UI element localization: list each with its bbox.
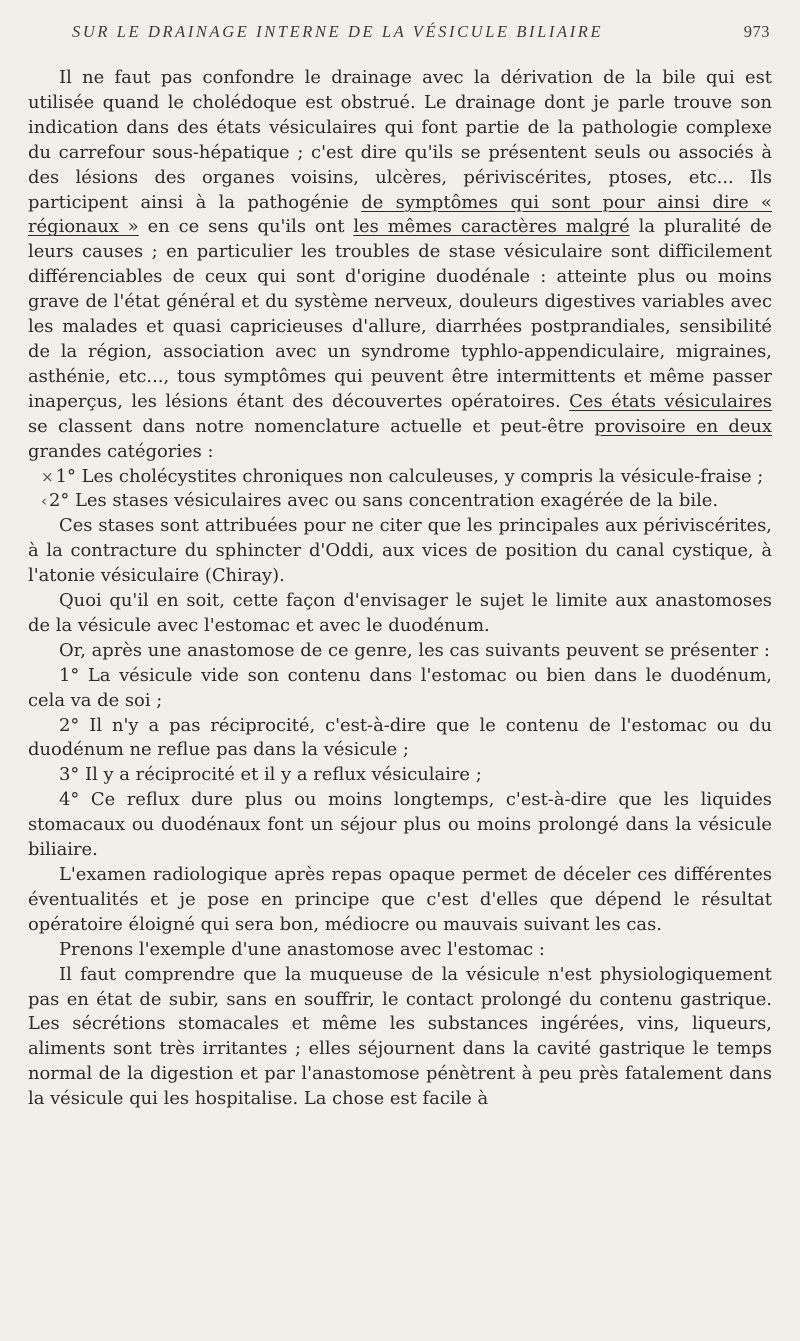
category-2-text: 2° Les stases vésiculaires avec ou sans concentration exagérée de la bile. <box>49 490 719 512</box>
paragraph-quoi: Quoi qu'il en soit, cette façon d'envisager le sujet le limite aux anastomoses de la vésicule avec l'estomac et avec le duodénum. <box>28 590 772 636</box>
underline-provisional: provisoire en deux <box>594 415 772 437</box>
paragraph-1-text-b: en ce sens qu'ils ont <box>138 216 354 238</box>
paragraph-1-text-c: la pluralité de leurs causes ; en particulier les troubles de stase vésiculaire sont difficilement différenciables de ceux qui sont d'origine duodénale : atteinte plus ou moins grave de l'état général et du système nerveux, douleurs digestives variables avec les malades et quasi capricieuses d'allure, diarrhées postprandiales, sensibilité de la région, association avec un syndrome typhlo-appendiculaire, migraines, asthénie, etc..., tous symptômes qui peuvent être intermittents et même passer inaperçus, les lésions étant des découvertes opératoires. <box>28 216 773 412</box>
paragraph-1-text-e: grandes catégories : <box>28 440 214 462</box>
paragraph-or: Or, après une anastomose de ce genre, les cas suivants peuvent se présenter : <box>59 639 770 661</box>
running-title: SUR LE DRAINAGE INTERNE DE LA VÉSICULE BILIAIRE <box>72 22 604 41</box>
running-header <box>72 22 770 42</box>
paragraph-mucosa: Il faut comprendre que la muqueuse de la vésicule n'est physiologiquement pas en état de subir, sans en souffrir, le contact prolongé du contenu gastrique. Les sécrétions stomacales et même les substances ingérées, vins, liqueurs, aliments sont très irritantes ; elles séjournent dans la cavité gastrique le temps normal de la digestion et par l'anastomose pénètrent à peu près fatalement dans la vésicule qui les hospitalise. La chose est facile à <box>28 963 772 1110</box>
underline-regional-symptoms: de symptômes qui sont pour ainsi dire « régionaux » <box>28 191 773 238</box>
case-4: 4° Ce reflux dure plus ou moins longtemps, c'est-à-dire que les liquides stomacaux ou duodénaux font un séjour plus ou moins prolongé dans la vésicule biliaire. <box>28 789 772 861</box>
category-1 <box>28 465 772 490</box>
underline-same-characters: les mêmes caractères malgré <box>353 216 630 238</box>
paragraph-radiology: L'examen radiologique après repas opaque permet de déceler ces différentes éventualités et je pose en principe que c'est d'elles que dépend le résultat opératoire éloigné qui sera bon, médiocre ou mauvais suivant les cas. <box>28 864 772 935</box>
category-1-text: 1° Les cholécystites chroniques non calculeuses, y compris la vésicule-fraise ; <box>55 465 764 487</box>
paragraph-1-text-d: se classent dans notre nomenclature actuelle et peut-être <box>28 415 595 437</box>
margin-mark-tick: ‹ <box>41 492 47 511</box>
page-body <box>28 66 772 1112</box>
category-2 <box>28 489 772 514</box>
case-2: 2° Il n'y a pas réciprocité, c'est-à-dire que le contenu de l'estomac ou du duodénum ne reflue pas dans la vésicule ; <box>28 714 772 761</box>
underline-vesicular-states: Ces états vésiculaires <box>569 390 772 412</box>
paragraph-1 <box>28 66 772 465</box>
case-1: 1° La vésicule vide son contenu dans l'estomac ou bien dans le duodénum, cela va de soi ; <box>28 664 772 711</box>
margin-mark-cross: × <box>41 467 54 486</box>
paragraph-1-text-a: Il ne faut pas confondre le drainage avec la dérivation de la bile qui est utilisée quand le cholédoque est obstrué. Le drainage dont je parle trouve son indication dans des états vésiculaires qui font partie de la pathologie complexe du carrefour sous-hépatique ; c'est dire qu'ils se présentent seuls ou associés à des lésions des organes voisins, ulcères, périviscérites, ptoses, etc... Ils participent ainsi à la pathogénie <box>28 67 772 213</box>
page-number: 973 <box>743 22 770 41</box>
case-3: 3° Il y a réciprocité et il y a reflux vésiculaire ; <box>59 764 482 786</box>
paragraph-stases: Ces stases sont attribuées pour ne citer que les principales aux périviscérites, à la contracture du sphincter d'Oddi, aux vices de position du canal cystique, à l'atonie vésiculaire (Chiray). <box>28 515 772 587</box>
paragraph-example: Prenons l'exemple d'une anastomose avec l'estomac : <box>59 938 545 960</box>
